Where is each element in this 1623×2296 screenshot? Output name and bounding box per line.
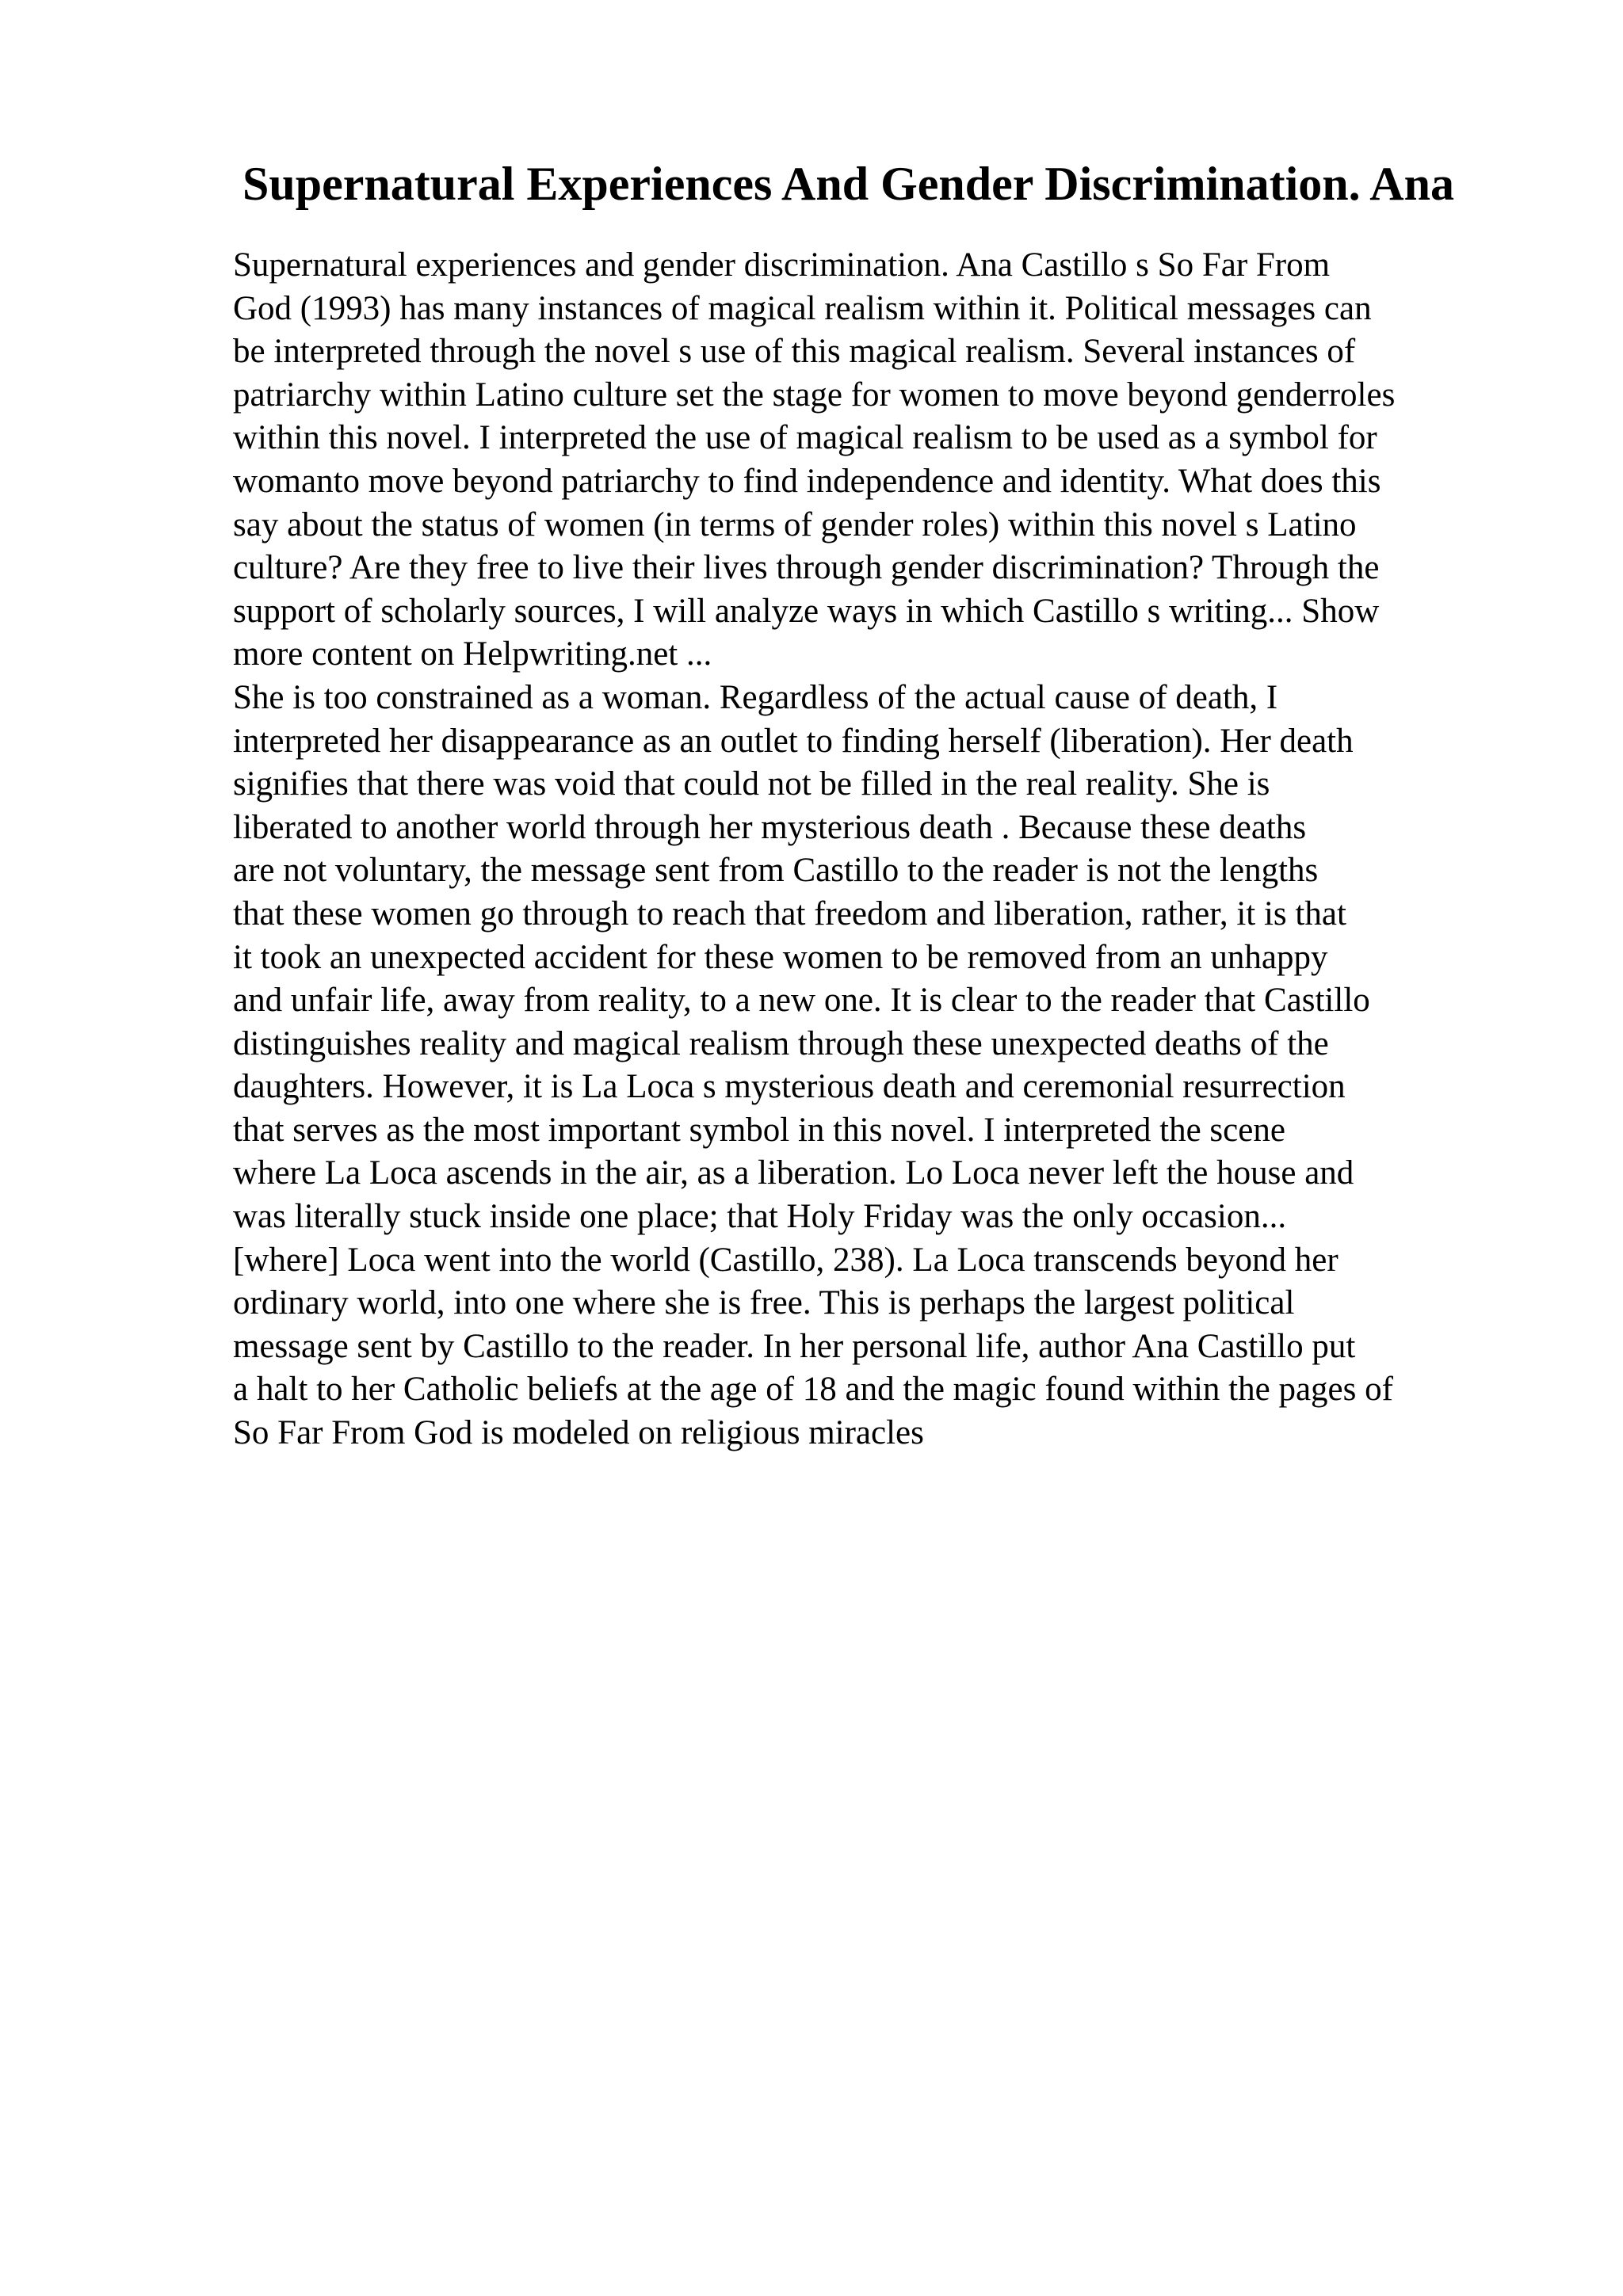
- text-line: a halt to her Catholic beliefs at the age of 18 and the magic found within the pages of: [233, 1371, 1393, 1409]
- text-line: So Far From God is modeled on religious miracles: [233, 1414, 924, 1452]
- text-line: was literally stuck inside one place; that Holy Friday was the only occasion...: [233, 1198, 1287, 1236]
- text-line: support of scholarly sources, I will analyze ways in which Castillo s writing... Show: [233, 592, 1380, 630]
- text-line: be interpreted through the novel s use of this magical realism. Several instances of: [233, 333, 1356, 371]
- document-title: Supernatural Experiences And Gender Discrimination. Ana: [242, 158, 1455, 210]
- text-line: Supernatural experiences and gender discrimination. Ana Castillo s So Far From: [233, 246, 1331, 284]
- text-line: are not voluntary, the message sent from Castillo to the reader is not the lengths: [233, 852, 1319, 890]
- text-line: [where] Loca went into the world (Castillo, 238). La Loca transcends beyond her: [233, 1241, 1338, 1279]
- text-line: liberated to another world through her mysterious death . Because these deaths: [233, 808, 1307, 846]
- text-line: where La Loca ascends in the air, as a liberation. Lo Loca never left the house and: [233, 1154, 1354, 1192]
- text-line: She is too constrained as a woman. Regardless of the actual cause of death, I: [233, 678, 1278, 716]
- paragraph-1: [233, 244, 1596, 677]
- text-line: more content on Helpwriting.net ...: [233, 635, 712, 673]
- paragraph-2: [233, 677, 1596, 1455]
- text-line: it took an unexpected accident for these women to be removed from an unhappy: [233, 938, 1328, 976]
- text-line: womanto move beyond patriarchy to find independence and identity. What does this: [233, 462, 1381, 500]
- document-body: [233, 244, 1596, 1455]
- text-line: patriarchy within Latino culture set the stage for women to move beyond genderroles: [233, 376, 1396, 414]
- text-line: ordinary world, into one where she is free. This is perhaps the largest political: [233, 1284, 1295, 1322]
- text-line: interpreted her disappearance as an outlet to finding herself (liberation). Her death: [233, 722, 1354, 760]
- text-line: within this novel. I interpreted the use of magical realism to be used as a symbol for: [233, 419, 1377, 457]
- text-line: that these women go through to reach that freedom and liberation, rather, it is that: [233, 894, 1346, 933]
- text-line: culture? Are they free to live their lives through gender discrimination? Through the: [233, 549, 1380, 587]
- text-line: that serves as the most important symbol in this novel. I interpreted the scene: [233, 1111, 1285, 1149]
- text-line: daughters. However, it is La Loca s mysterious death and ceremonial resurrection: [233, 1068, 1346, 1106]
- text-line: signifies that there was void that could not be filled in the real reality. She is: [233, 765, 1270, 803]
- text-line: distinguishes reality and magical realism through these unexpected deaths of the: [233, 1024, 1329, 1062]
- text-line: and unfair life, away from reality, to a new one. It is clear to the reader that Castillo: [233, 982, 1370, 1020]
- text-line: God (1993) has many instances of magical realism within it. Political messages can: [233, 289, 1372, 327]
- text-line: say about the status of women (in terms of gender roles) within this novel s Latino: [233, 505, 1357, 543]
- text-line: message sent by Castillo to the reader. In her personal life, author Ana Castillo put: [233, 1327, 1356, 1365]
